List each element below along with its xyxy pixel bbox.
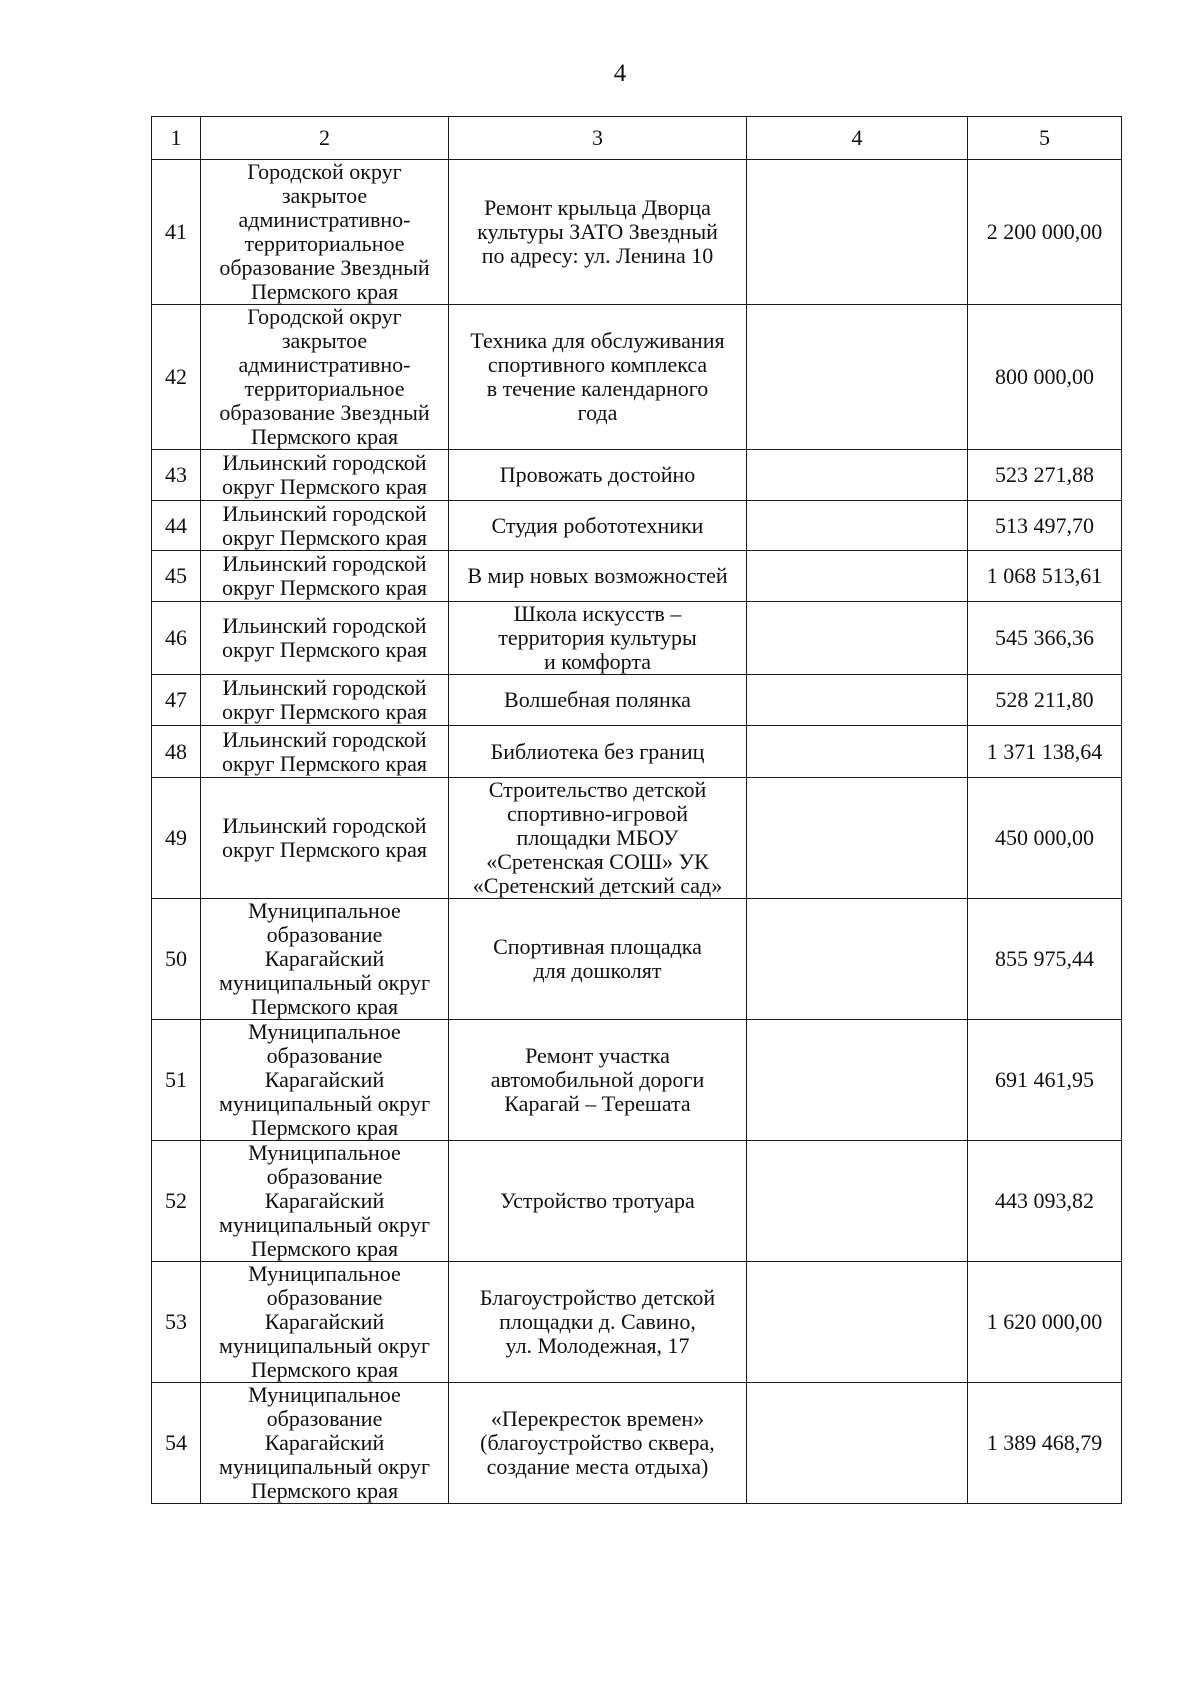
municipality-cell [201, 675, 449, 726]
amount-cell: 2 200 000,00 [968, 160, 1122, 305]
project-cell [449, 1262, 747, 1383]
project-line: Спортивная площадка [493, 934, 702, 959]
column-4-cell [747, 1141, 968, 1262]
municipality-line: Ильинский городской [222, 813, 427, 838]
municipality-line: Городской округ [247, 159, 402, 184]
column-header: 4 [747, 117, 968, 160]
project-cell [449, 305, 747, 450]
municipality-line: закрытое [281, 328, 368, 353]
project-cell [449, 450, 747, 501]
project-line: В мир новых возможностей [467, 563, 728, 588]
table-row [152, 1383, 1122, 1504]
municipality-line: Муниципальное [248, 1261, 401, 1286]
table-row [152, 899, 1122, 1020]
table-row [152, 602, 1122, 675]
row-number: 42 [152, 305, 201, 450]
project-line: (благоустройство сквера, [480, 1430, 715, 1455]
project-cell [449, 675, 747, 726]
table-row [152, 501, 1122, 551]
column-4-cell [747, 450, 968, 501]
project-line: Волшебная полянка [504, 687, 691, 712]
municipality-line: округ Пермского края [221, 837, 428, 862]
table-row [152, 160, 1122, 305]
table-row [152, 778, 1122, 899]
table-row [152, 450, 1122, 501]
municipality-line: Пермского края [250, 1357, 399, 1382]
municipality-line: Карагайский [264, 1067, 385, 1092]
municipality-line: образование [266, 922, 383, 947]
row-number: 50 [152, 899, 201, 1020]
table-row [152, 675, 1122, 726]
municipality-line: муниципальный округ [218, 1454, 430, 1479]
municipality-line: Ильинский городской [222, 726, 427, 752]
project-cell [449, 899, 747, 1020]
column-header: 1 [152, 117, 201, 160]
column-4-cell [747, 899, 968, 1020]
column-4-cell [747, 501, 968, 551]
project-line: Студия робототехники [491, 512, 704, 538]
row-number: 54 [152, 1383, 201, 1504]
amount-cell: 855 975,44 [968, 899, 1122, 1020]
project-cell [449, 602, 747, 675]
amount-cell: 443 093,82 [968, 1141, 1122, 1262]
column-4-cell [747, 726, 968, 778]
municipality-line: муниципальный округ [218, 1091, 430, 1116]
column-4-cell [747, 551, 968, 602]
amount-cell: 1 389 468,79 [968, 1383, 1122, 1504]
municipality-line: образование [266, 1406, 383, 1431]
municipality-cell [201, 1141, 449, 1262]
project-line: создание места отдыха) [486, 1454, 709, 1479]
amount-cell: 513 497,70 [968, 501, 1122, 551]
municipality-line: административно- [238, 207, 411, 232]
municipality-line: округ Пермского края [221, 637, 428, 662]
municipality-cell [201, 160, 449, 305]
table-row [152, 726, 1122, 778]
municipality-line: округ Пермского края [221, 524, 428, 550]
amount-cell: 1 620 000,00 [968, 1262, 1122, 1383]
table-row [152, 1141, 1122, 1262]
municipality-line: муниципальный округ [218, 970, 430, 995]
municipality-cell [201, 1020, 449, 1141]
row-number: 46 [152, 602, 201, 675]
municipality-line: Ильинский городской [222, 450, 427, 475]
column-header: 3 [449, 117, 747, 160]
municipality-line: образование Звездный [219, 255, 430, 280]
municipality-line: Пермского края [250, 1115, 399, 1140]
municipality-line: образование [266, 1043, 383, 1068]
municipality-cell [201, 899, 449, 1020]
municipality-line: Карагайский [264, 1430, 385, 1455]
project-line: культуры ЗАТО Звездный [477, 219, 718, 244]
municipality-line: Пермского края [250, 1478, 399, 1503]
municipality-line: административно- [238, 352, 411, 377]
municipality-cell [201, 602, 449, 675]
municipality-line: Ильинский городской [222, 551, 427, 576]
municipality-line: Пермского края [250, 1236, 399, 1261]
row-number: 43 [152, 450, 201, 501]
municipality-cell [201, 778, 449, 899]
column-4-cell [747, 778, 968, 899]
project-line: Карагай – Терешата [504, 1091, 691, 1116]
project-cell [449, 1383, 747, 1504]
amount-cell: 800 000,00 [968, 305, 1122, 450]
project-cell [449, 1020, 747, 1141]
column-4-cell [747, 1020, 968, 1141]
project-line: «Сретенская СОШ» УК [486, 849, 709, 874]
municipality-cell [201, 1262, 449, 1383]
municipality-line: территориальное [244, 231, 405, 256]
municipality-line: Пермского края [250, 279, 399, 304]
project-line: «Перекресток времен» [490, 1406, 705, 1431]
project-line: по адресу: ул. Ленина 10 [481, 243, 714, 268]
row-number: 44 [152, 501, 201, 551]
municipality-line: округ Пермского края [221, 699, 428, 724]
amount-cell: 528 211,80 [968, 675, 1122, 726]
project-line: в течение календарного [486, 376, 709, 401]
project-cell [449, 726, 747, 778]
project-line: Строительство детской [488, 777, 707, 802]
municipality-line: закрытое [281, 183, 368, 208]
municipality-cell [201, 551, 449, 602]
municipality-cell [201, 501, 449, 551]
row-number: 51 [152, 1020, 201, 1141]
municipality-line: образование [266, 1285, 383, 1310]
project-cell [449, 160, 747, 305]
amount-cell: 545 366,36 [968, 602, 1122, 675]
municipality-line: Пермского края [250, 994, 399, 1019]
project-line: и комфорта [544, 649, 651, 674]
project-cell [449, 1141, 747, 1262]
project-line: Устройство тротуара [500, 1188, 695, 1213]
project-line: площадки д. Савино, [499, 1309, 696, 1334]
project-line: Благоустройство детской [479, 1285, 716, 1310]
municipality-line: округ Пермского края [221, 474, 428, 499]
row-number: 45 [152, 551, 201, 602]
project-line: Провожать достойно [499, 462, 696, 487]
municipality-line: Муниципальное [248, 1382, 401, 1407]
row-number: 52 [152, 1141, 201, 1262]
column-4-cell [747, 160, 968, 305]
municipality-line: Ильинский городской [222, 613, 427, 638]
project-line: территория культуры [498, 625, 697, 650]
municipality-line: Карагайский [264, 1188, 385, 1213]
column-4-cell [747, 675, 968, 726]
project-cell [449, 501, 747, 551]
column-4-cell [747, 1262, 968, 1383]
municipality-line: территориальное [244, 376, 405, 401]
municipality-line: образование [266, 1164, 383, 1189]
municipality-line: Муниципальное [248, 1140, 401, 1165]
project-line: Ремонт участка [525, 1043, 670, 1068]
project-cell [449, 778, 747, 899]
municipality-line: муниципальный округ [218, 1333, 430, 1358]
header-row [152, 117, 1122, 160]
municipality-line: Городской округ [247, 304, 402, 329]
municipality-line: округ Пермского края [221, 575, 428, 600]
amount-cell: 523 271,88 [968, 450, 1122, 501]
municipality-cell [201, 305, 449, 450]
municipality-line: Ильинский городской [222, 675, 427, 700]
project-line: спортивного комплекса [487, 352, 708, 377]
municipality-cell [201, 726, 449, 778]
amount-cell: 1 068 513,61 [968, 551, 1122, 602]
project-cell [449, 551, 747, 602]
municipality-line: Пермского края [250, 424, 399, 449]
municipality-line: муниципальный округ [218, 1212, 430, 1237]
project-line: Ремонт крыльца Дворца [484, 195, 711, 220]
table-body [152, 117, 1122, 1504]
amount-cell: 691 461,95 [968, 1020, 1122, 1141]
municipality-line: Муниципальное [248, 1019, 401, 1044]
project-line: площадки МБОУ [516, 825, 679, 850]
table-row [152, 551, 1122, 602]
project-line: «Сретенский детский сад» [472, 873, 723, 898]
municipality-line: Карагайский [264, 946, 385, 971]
page-number: 4 [613, 60, 627, 87]
project-line: для дошколят [533, 958, 662, 983]
project-line: спортивно-игровой [507, 801, 688, 826]
row-number: 47 [152, 675, 201, 726]
municipality-cell [201, 1383, 449, 1504]
allocation-table [151, 116, 1122, 1504]
project-line: Техника для обслуживания [470, 328, 725, 353]
column-4-cell [747, 602, 968, 675]
column-4-cell [747, 305, 968, 450]
municipality-line: округ Пермского края [221, 750, 428, 776]
municipality-line: образование Звездный [219, 400, 430, 425]
amount-cell: 1 371 138,64 [968, 726, 1122, 778]
project-line: Библиотека без границ [490, 738, 705, 764]
municipality-line: Ильинский городской [222, 500, 427, 526]
column-header: 2 [201, 117, 449, 160]
municipality-cell [201, 450, 449, 501]
row-number: 53 [152, 1262, 201, 1383]
table-row [152, 305, 1122, 450]
table-row [152, 1262, 1122, 1383]
table-row [152, 1020, 1122, 1141]
project-line: ул. Молодежная, 17 [505, 1333, 690, 1358]
row-number: 49 [152, 778, 201, 899]
project-line: года [577, 400, 618, 425]
municipality-line: Карагайский [264, 1309, 385, 1334]
row-number: 41 [152, 160, 201, 305]
municipality-line: Муниципальное [248, 898, 401, 923]
project-line: автомобильной дороги [490, 1067, 705, 1092]
project-line: Школа искусств – [513, 601, 682, 626]
row-number: 48 [152, 726, 201, 778]
amount-cell: 450 000,00 [968, 778, 1122, 899]
column-header: 5 [968, 117, 1122, 160]
column-4-cell [747, 1383, 968, 1504]
